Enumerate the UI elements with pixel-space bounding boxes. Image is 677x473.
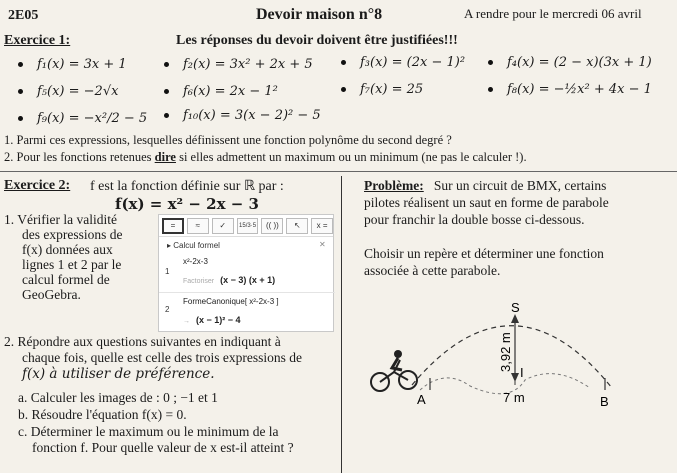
tool-keep-input[interactable]: ✓	[212, 218, 234, 234]
ex1-question-1: 1. Parmi ces expressions, lesquelles définissent une fonction polynôme du second degré ?	[4, 133, 452, 147]
ex2-question-a: a. Calculer les images de : 0 ; −1 et 1	[18, 390, 218, 405]
probleme-statement: Problème: Sur un circuit de BMX, certains pilotes réalisent un saut en forme de parabole pour franchir la double bosse ci-dessous.	[364, 178, 609, 227]
cas-row-1[interactable]	[159, 253, 335, 293]
row-number: 1	[165, 267, 170, 276]
ex2-question-2: 2. Répondre aux questions suivantes en indiquant à chaque fois, quelle est celle des trois expressions de f(x) à utiliser de préférence.	[4, 334, 303, 382]
tool-factor[interactable]: (( ))	[261, 218, 283, 234]
label-width: 7 m	[503, 390, 525, 405]
geogebra-panel-title: ▸ Calcul formel	[167, 241, 220, 250]
column-divider	[341, 176, 342, 473]
function-f7: f₇(x) = 25	[341, 82, 423, 97]
ex2-formula: f(x) = x² − 2x − 3	[115, 195, 259, 213]
probleme-task: Choisir un repère et déterminer une fonction associée à cette parabole.	[364, 246, 604, 278]
row-input: x²-2x-3	[183, 257, 208, 266]
function-f1: f₁(x) = 3x + 1	[18, 57, 127, 72]
label-b: B	[600, 394, 609, 409]
geogebra-toolbar	[159, 215, 333, 237]
bmx-jump-diagram	[350, 290, 670, 420]
page-title: Devoir maison n°8	[256, 6, 383, 23]
ex2-question-1: 1. Vérifier la validité des expressions de f(x) données aux lignes 1 et 2 par le calcul formel de GeoGebra.	[4, 212, 123, 302]
function-f3: f₃(x) = (2x − 1)²	[341, 55, 465, 70]
function-f10: f₁₀(x) = 3(x − 2)² − 5	[164, 108, 321, 123]
geogebra-cas-window	[158, 214, 334, 332]
label-i: I	[520, 365, 524, 380]
close-icon[interactable]: ✕	[319, 240, 326, 249]
tool-move[interactable]: ↖	[286, 218, 308, 234]
function-f5: f₅(x) = −2√x	[18, 84, 118, 99]
function-f4: f₄(x) = (2 − x)(3x + 1)	[488, 55, 652, 70]
section-divider	[0, 171, 677, 172]
label-height: 3,92 m	[498, 332, 513, 372]
due-date: A rendre pour le mercredi 06 avril	[464, 6, 642, 21]
tool-numeric[interactable]: ≈	[187, 218, 209, 234]
row-output: Factoriser (x − 3) (x + 1)	[183, 275, 276, 285]
ex1-title: Exercice 1:	[4, 33, 71, 48]
ex2-question-c: c. Déterminer le maximum ou le minimum de la fonction f. Pour quelle valeur de x est-il atteint ?	[18, 424, 294, 455]
tool-solve[interactable]: x =	[311, 218, 333, 234]
function-f6: f₆(x) = 2x − 1²	[164, 84, 278, 99]
bmx-rider-icon	[371, 350, 417, 391]
function-f9: f₉(x) = −x²/2 − 5	[18, 111, 147, 126]
function-f2: f₂(x) = 3x² + 2x + 5	[164, 57, 313, 72]
tool-fraction[interactable]: 15/3·5	[237, 218, 259, 234]
ex2-title: Exercice 2:	[4, 178, 71, 193]
row-number: 2	[165, 305, 170, 314]
label-a: A	[417, 392, 426, 407]
ex1-question-2: 2. Pour les fonctions retenues dire si elles admettent un maximum ou un minimum (ne pas le calculer !).	[4, 150, 527, 164]
function-f8: f₈(x) = −½x² + 4x − 1	[488, 82, 652, 97]
ex1-subtitle: Les réponses du devoir doivent être justifiées!!!	[176, 33, 458, 48]
row-input: FormeCanonique[ x²-2x-3 ]	[183, 297, 279, 306]
ex2-question-b: b. Résoudre l'équation f(x) = 0.	[18, 407, 187, 422]
ex2-intro: f est la fonction définie sur ℝ par :	[90, 179, 284, 194]
cas-row-2[interactable]	[159, 293, 335, 333]
label-s: S	[511, 300, 520, 315]
class-code: 2E05	[8, 8, 39, 23]
row-output: → (x − 1)² − 4	[183, 315, 241, 325]
tool-evaluate[interactable]: =	[162, 218, 184, 234]
